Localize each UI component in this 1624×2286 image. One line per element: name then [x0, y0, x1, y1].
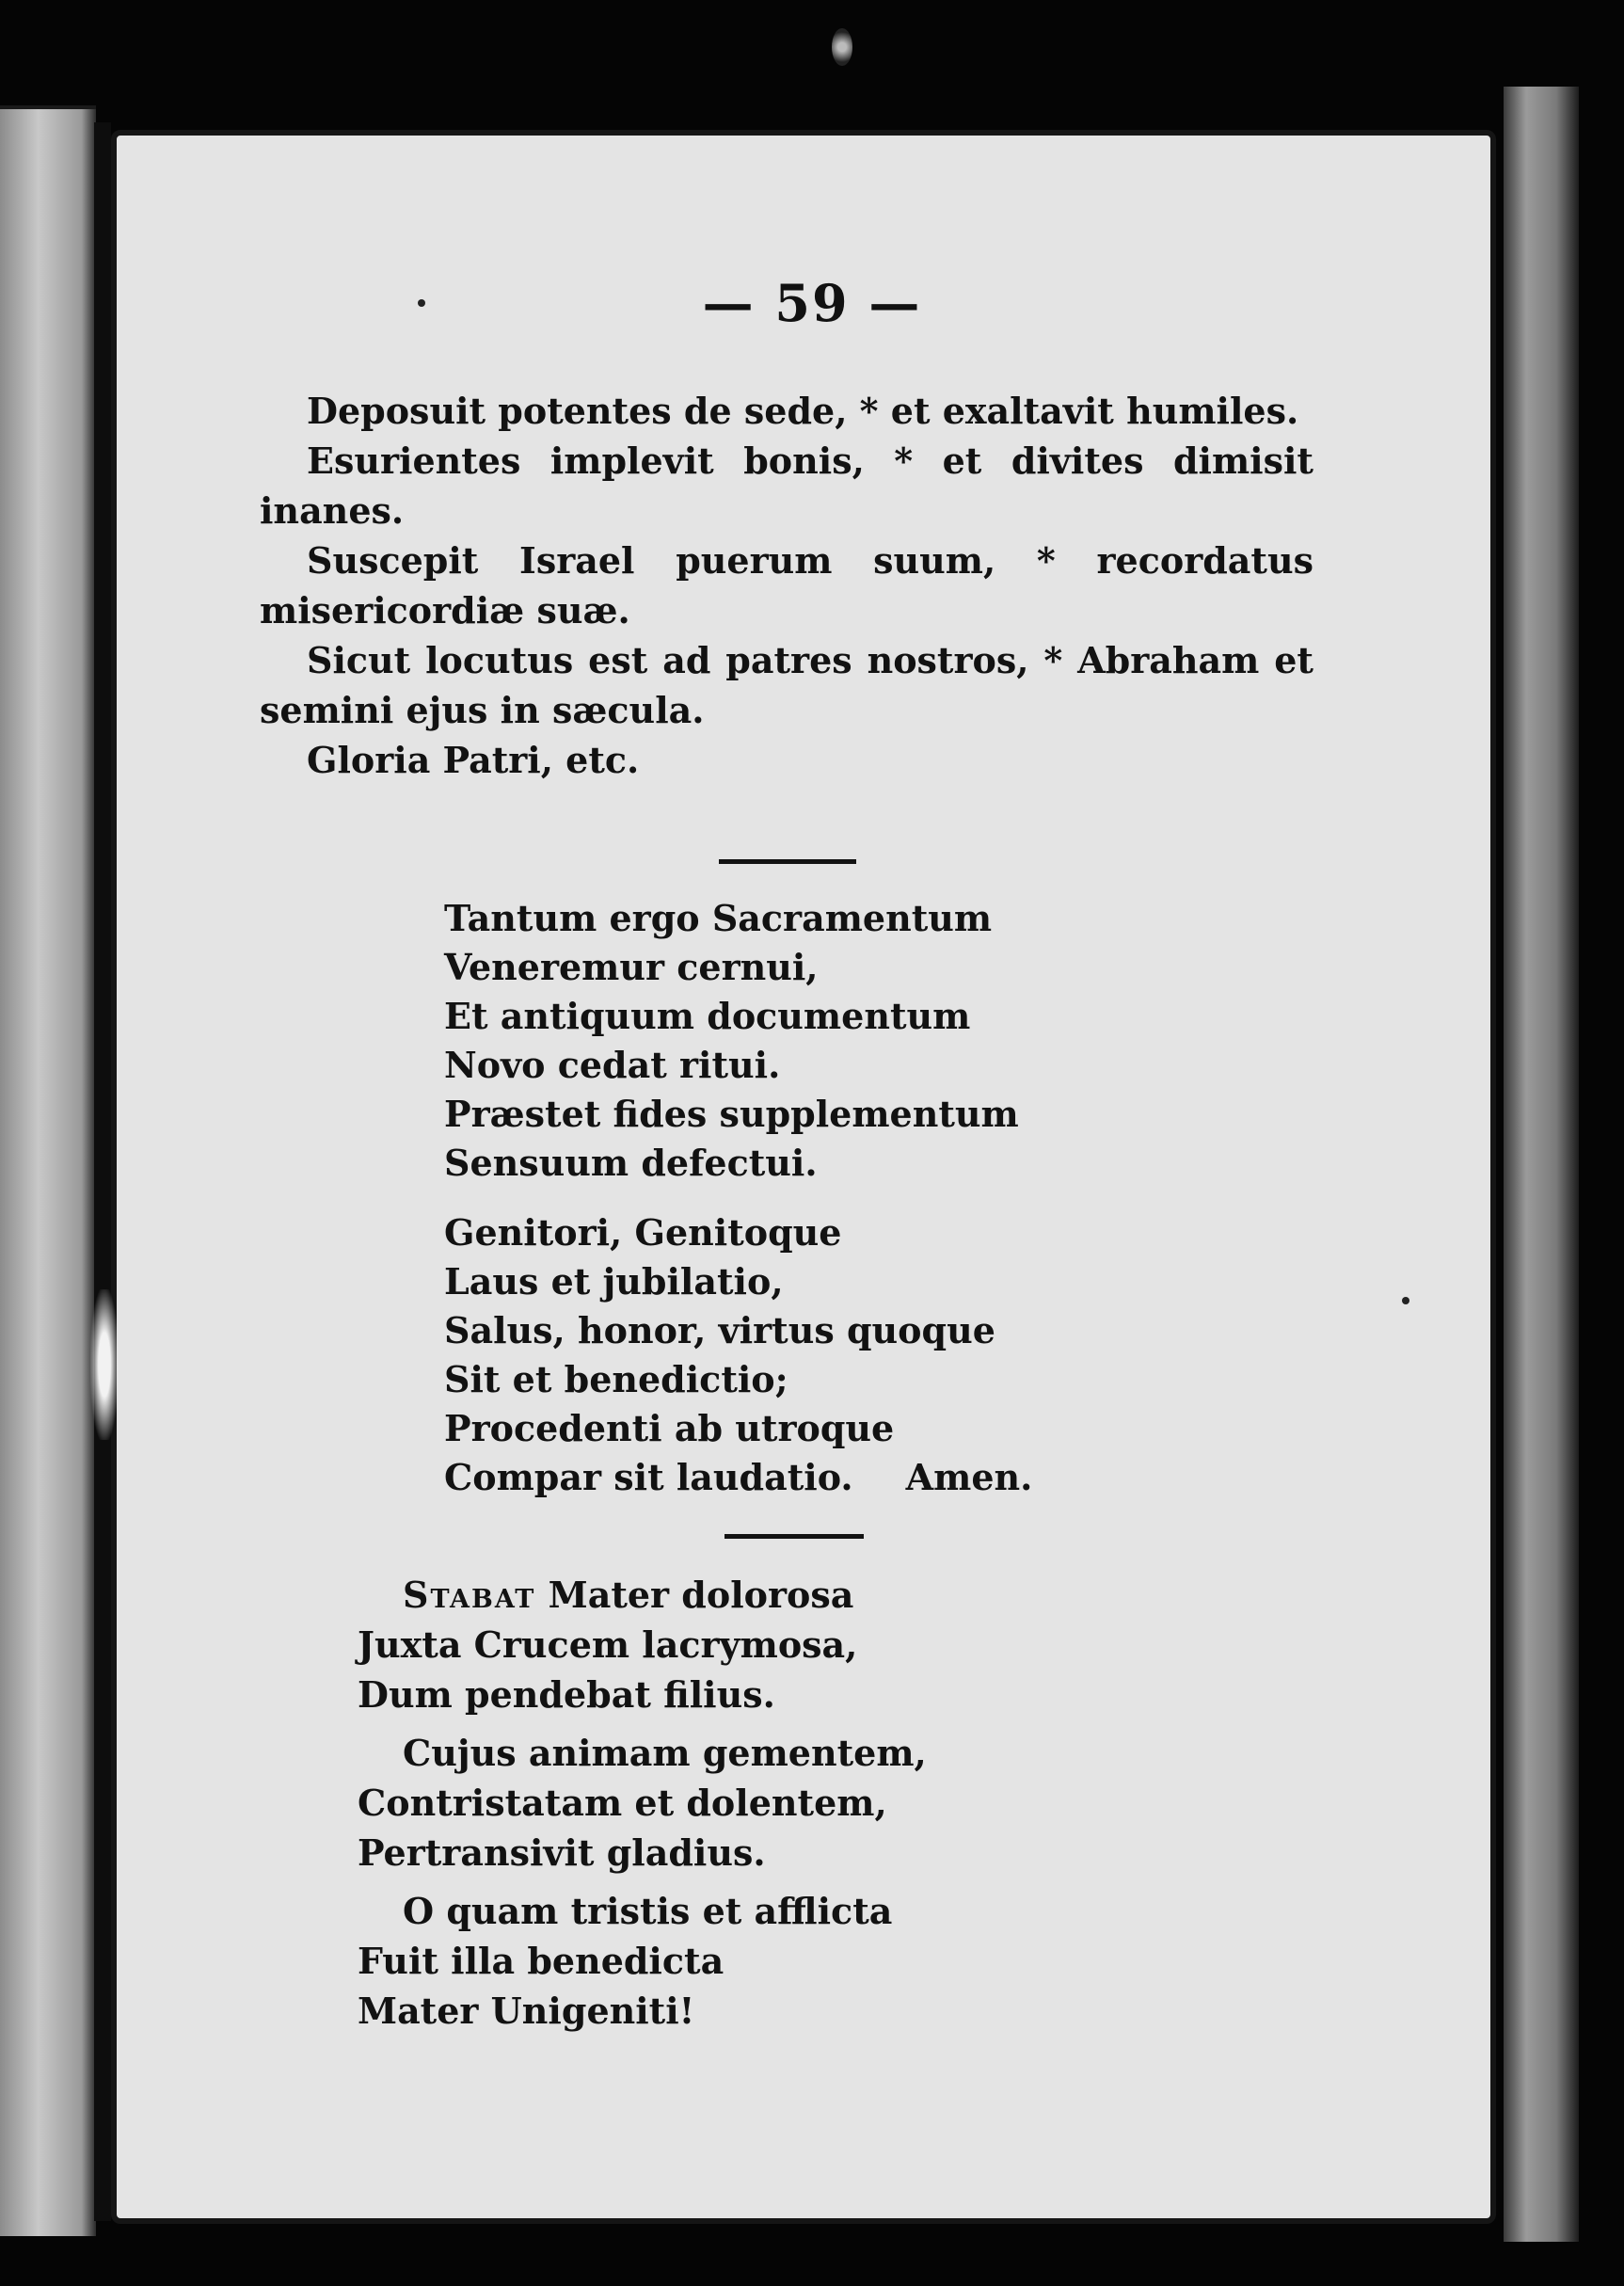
stabat-stanza-3	[358, 1886, 1073, 2036]
hymn-line: Fuit illa benedicta	[358, 1940, 724, 1982]
amen: Amen.	[905, 1456, 1033, 1498]
hymn-line: Genitori, Genitoque	[444, 1211, 842, 1254]
hymn-line	[444, 1453, 1159, 1502]
hymn-line: Et antiquum documentum	[444, 995, 971, 1037]
hymn-line: Novo cedat ritui.	[444, 1044, 781, 1086]
hymn-line: Salus, honor, virtus quoque	[444, 1309, 995, 1351]
verse: Gloria Patri, etc.	[307, 739, 640, 781]
book-spine	[94, 122, 111, 2221]
tantum-ergo-stanza-2	[444, 1208, 1159, 1502]
verse: Suscepit Israel puerum suum, * recordatus misericordiæ suæ.	[260, 539, 1314, 631]
section-divider	[724, 1534, 864, 1539]
verse: Esurientes implevit bonis, * et divites dimisit inanes.	[260, 440, 1314, 532]
hymn-line: Cujus animam gementem,	[403, 1732, 927, 1774]
hymn-line: Dum pendebat filius.	[358, 1673, 775, 1716]
hymn-line: Laus et jubilatio,	[444, 1260, 784, 1303]
hymn-line: Tantum ergo Sacramentum	[444, 897, 993, 939]
stabat-incipit: Stabat	[403, 1574, 536, 1616]
right-page-edge	[1504, 87, 1579, 2242]
stabat-stanza-1	[358, 1570, 1073, 1719]
magnificat-verses	[260, 386, 1314, 785]
hymn-line: Contristatam et dolentem,	[358, 1782, 887, 1824]
verse: Sicut locutus est ad patres nostros, * Abraham et semini ejus in sæcula.	[260, 639, 1314, 731]
hymn-line	[358, 1570, 1073, 1620]
hymn-line: O quam tristis et afflicta	[403, 1890, 893, 1932]
hymn-line: Mater Unigeniti!	[358, 1990, 695, 2032]
hymn-line: Juxta Crucem lacrymosa,	[358, 1623, 858, 1666]
hymn-line-text: Compar sit laudatio.	[444, 1456, 853, 1498]
hymn-line: Veneremur cernui,	[444, 946, 819, 988]
hymn-line: Pertransivit gladius.	[358, 1831, 766, 1874]
hymn-line-text: Mater dolorosa	[535, 1574, 854, 1616]
stabat-stanza-2	[358, 1728, 1073, 1878]
hymn-line: Præstet fides supplementum	[444, 1093, 1019, 1135]
ink-dot	[1402, 1297, 1409, 1304]
tantum-ergo-stanza-1	[444, 894, 1159, 1188]
hymn-line: Sit et benedictio;	[444, 1358, 788, 1400]
page-smudge	[90, 1289, 119, 1440]
page-number: — 59 —	[702, 273, 922, 333]
verse: Deposuit potentes de sede, * et exaltavit humiles.	[307, 390, 1299, 432]
left-page-edge	[0, 105, 96, 2236]
hymn-line: Procedenti ab utroque	[444, 1407, 895, 1449]
hymn-line: Sensuum defectui.	[444, 1142, 818, 1184]
scan-mark-top	[832, 28, 852, 66]
section-divider	[719, 859, 856, 864]
